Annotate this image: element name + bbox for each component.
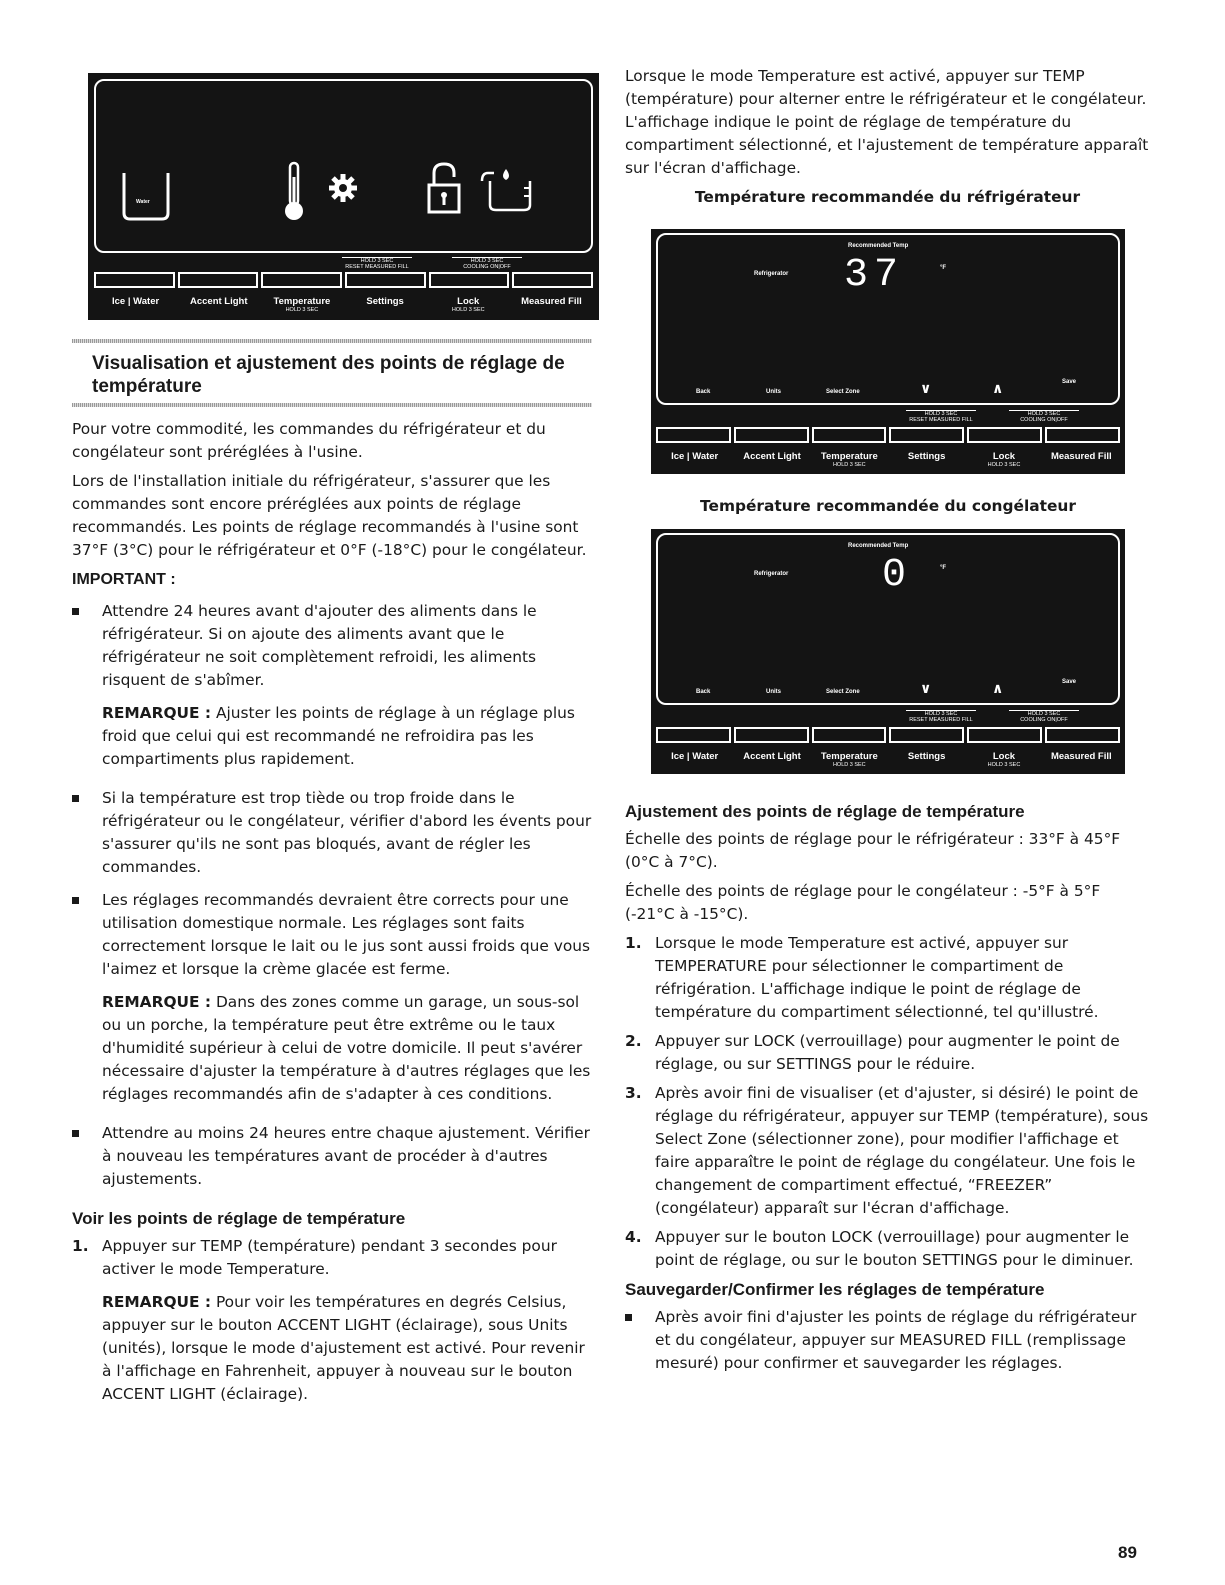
freezer-display-panel	[651, 529, 1125, 774]
select-zone-label[interactable]: Select Zone	[826, 389, 860, 395]
accent-light-label: Accent Light	[189, 296, 248, 307]
freezer-range: Échelle des points de réglage pour le congélateur : -5°F à 5°F (-21°C à -15°C).	[625, 882, 1101, 923]
up-arrow-icon[interactable]: ∧	[992, 381, 1004, 397]
list-item: Après avoir fini d'ajuster les points de réglage du réfrigérateur et du congélateur, appuyer sur MEASURED FILL (remplissage mesuré) pour confirmer et sauvegarder les réglages.	[625, 1306, 1150, 1375]
measured-fill-icon[interactable]	[476, 163, 536, 213]
panel-button-row	[94, 272, 593, 288]
important-list	[72, 600, 592, 1191]
save-heading: Sauvegarder/Confirmer les réglages de température	[625, 1280, 1045, 1299]
list-item: Attendre 24 heures avant d'ajouter des aliments dans le réfrigérateur. Si on ajoute des aliments avant que le réfrigérateur ne soit complètement refroidi, les aliments risquent de s'abîmer. REMARQUE : Ajuster les points de réglage à un réglage plus froid que celui qui est recommandé ne refroidira pas les compartiments plus rapidement.	[72, 600, 592, 771]
unit-label: °F	[940, 565, 947, 571]
ice-water-button[interactable]	[94, 272, 175, 288]
view-setpoints-heading: Voir les points de réglage de température	[72, 1209, 406, 1228]
fridge-caption: Température recommandée du réfrigérateur	[694, 188, 1081, 206]
panel-button-row	[656, 727, 1120, 743]
note: REMARQUE : Dans des zones comme un garage, un sous-sol ou un porche, la température peut être extrême ou le taux d'humidité supérieur à celui de votre domicile. Il peut s'avérer nécessaire d'ajuster la température à d'autres réglages que les réglages recommandés afin de s'adapter à ces conditions.	[102, 993, 591, 1103]
measured-fill-label: Measured Fill	[1050, 751, 1112, 762]
hold-cooling-label: HOLD 3 SEC COOLING ON|OFF	[1009, 410, 1079, 423]
ice-water-label: Ice | Water	[671, 751, 719, 762]
list-item: Les réglages recommandés devraient être corrects pour une utilisation domestique normale. Les réglages sont faits correctement lorsque le lait ou le jus sont aussi froids que vous l'aimez et lorsque la crème glacée est ferme. REMARQUE : Dans des zones comme un garage, un sous-sol ou un porche, la température peut être extrême ou le taux d'humidité supérieur à celui de votre domicile. Il peut s'avérer nécessaire d'ajuster la température à d'autres réglages que les réglages recommandés afin de s'adapter à ces conditions.	[72, 889, 592, 1106]
factory-setpoints-paragraph: Lors de l'installation initiale du réfrigérateur, s'assurer que les commandes sont encore préréglées aux points de réglage recommandés. Les points de réglage recommandés à l'usine sont 37°F (3°C) pour le réfrigérateur et 0°F (-18°C) pour le congélateur.	[72, 472, 587, 559]
accent-light-button[interactable]	[734, 427, 809, 443]
settings-label: Settings	[907, 751, 946, 762]
list-item: 4. Appuyer sur le bouton LOCK (verrouillage) pour augmenter le point de réglage, ou sur le bouton SETTINGS pour le diminuer.	[625, 1228, 1134, 1269]
hold-reset-label: HOLD 3 SEC RESET MEASURED FILL	[342, 257, 412, 270]
units-label[interactable]: Units	[766, 689, 781, 695]
section-rule-bottom	[72, 403, 592, 407]
ice-water-label: Ice | Water	[111, 296, 160, 307]
accent-light-label: Accent Light	[743, 751, 801, 762]
fridge-screen	[656, 233, 1120, 405]
temperature-button[interactable]	[812, 427, 887, 443]
freezer-temp-value: 0	[882, 553, 907, 598]
lock-icon[interactable]	[426, 161, 462, 215]
settings-label: Settings	[366, 296, 404, 307]
temperature-label: Temperature HOLD 3 SEC	[820, 451, 878, 468]
measured-fill-label: Measured Fill	[1050, 451, 1112, 462]
accent-light-label: Accent Light	[743, 451, 801, 462]
freezer-screen	[656, 533, 1120, 705]
hold-reset-label: HOLD 3 SEC RESET MEASURED FILL	[906, 410, 976, 423]
down-arrow-icon[interactable]: ∨	[920, 381, 932, 397]
compartment-label: Refrigerator	[754, 571, 789, 577]
measured-fill-button[interactable]	[1045, 427, 1120, 443]
list-item: 1. Appuyer sur TEMP (température) pendant 3 secondes pour activer le mode Temperature. REMARQUE : Pour voir les températures en degrés Celsius, appuyer sur le bouton ACCENT LIGHT (éclairage), sous Units (unités), lorsque le mode d'ajustement est activé. Pour revenir à l'affichage en Fahrenheit, appuyer à nouveau sur le bouton ACCENT LIGHT (éclairage).	[72, 1235, 592, 1406]
up-arrow-icon[interactable]: ∧	[992, 681, 1004, 697]
lock-button[interactable]	[967, 427, 1042, 443]
settings-button[interactable]	[345, 272, 426, 288]
panel-screen	[94, 79, 593, 253]
intro-paragraph: Pour votre commodité, les commandes du réfrigérateur et du congélateur sont préréglées à l'usine.	[72, 420, 546, 461]
temperature-button[interactable]	[812, 727, 887, 743]
cup-icon[interactable]	[120, 171, 172, 221]
down-arrow-icon[interactable]: ∨	[920, 681, 932, 697]
fridge-temp-value: 37	[844, 253, 905, 298]
section-title: Visualisation et ajustement des points de réglage de température	[92, 353, 565, 397]
recommended-label: Recommended Temp	[848, 543, 909, 549]
right-column	[625, 65, 1150, 208]
accent-light-button[interactable]	[734, 727, 809, 743]
adjust-steps	[625, 932, 1150, 1272]
panel-button-labels	[656, 752, 1120, 768]
panel-button-row	[656, 427, 1120, 443]
measured-fill-button[interactable]	[1045, 727, 1120, 743]
accent-light-button[interactable]	[178, 272, 259, 288]
save-list	[625, 1306, 1150, 1375]
left-column	[72, 418, 592, 1412]
compartment-label: Refrigerator	[754, 271, 789, 277]
select-zone-label[interactable]: Select Zone	[826, 689, 860, 695]
save-label[interactable]: Save	[1062, 679, 1077, 685]
panel-button-labels	[656, 452, 1120, 468]
settings-button[interactable]	[889, 727, 964, 743]
unit-label: °F	[940, 265, 947, 271]
back-label[interactable]: Back	[696, 689, 711, 695]
settings-label: Settings	[907, 451, 946, 462]
important-heading: IMPORTANT :	[72, 571, 176, 588]
units-label[interactable]: Units	[766, 389, 781, 395]
lock-label: Lock HOLD 3 SEC	[987, 451, 1021, 468]
list-item: Si la température est trop tiède ou trop froide dans le réfrigérateur ou le congélateur, vérifier d'abord les évents pour s'assurer qu'ils ne sont pas bloqués, avant de régler les commandes.	[72, 787, 592, 879]
panel-button-labels	[94, 297, 593, 313]
hold-cooling-label: HOLD 3 SEC COOLING ON|OFF	[452, 257, 522, 270]
hold-cooling-label: HOLD 3 SEC COOLING ON|OFF	[1009, 710, 1079, 723]
ice-water-button[interactable]	[656, 727, 731, 743]
settings-button[interactable]	[889, 427, 964, 443]
list-item: Attendre au moins 24 heures entre chaque ajustement. Vérifier à nouveau les températures avant de procéder à d'autres ajustements.	[72, 1122, 592, 1191]
thermometer-icon[interactable]	[282, 161, 306, 223]
lock-label: Lock HOLD 3 SEC	[451, 296, 485, 313]
list-item: 2. Appuyer sur LOCK (verrouillage) pour augmenter le point de réglage, ou sur SETTINGS pour le réduire.	[625, 1032, 1120, 1073]
section-rule-top	[72, 339, 592, 343]
back-label[interactable]: Back	[696, 389, 711, 395]
fridge-display-panel	[651, 229, 1125, 474]
adjust-heading: Ajustement des points de réglage de température	[625, 802, 1025, 821]
lock-button[interactable]	[429, 272, 510, 288]
measured-fill-label: Measured Fill	[521, 296, 582, 307]
water-label: Water	[136, 199, 150, 205]
measured-fill-button[interactable]	[512, 272, 593, 288]
gear-icon[interactable]	[328, 173, 358, 203]
control-panel-main	[88, 73, 599, 320]
list-item: 3. Après avoir fini de visualiser (et d'ajuster, si désiré) le point de réglage du réfrigérateur, appuyer sur TEMP (température), sous Select Zone (sélectionner zone), pour modifier l'affichage et faire apparaître le point de réglage du congélateur. Une fois le changement de compartiment effectué, “FREEZER” (congélateur) apparaît sur l'écran d'affichage.	[625, 1084, 1149, 1217]
temp-mode-paragraph: Lorsque le mode Temperature est activé, appuyer sur TEMP (température) pour alterner entre le réfrigérateur et le congélateur. L'affichage indique le point de réglage de température du compartiment sélectionné, et l'ajustement de température apparaît sur l'écran d'affichage.	[625, 67, 1149, 177]
temperature-button[interactable]	[261, 272, 342, 288]
fridge-range: Échelle des points de réglage pour le réfrigérateur : 33°F à 45°F (0°C à 7°C).	[625, 830, 1121, 871]
freezer-caption: Température recommandée du congélateur	[700, 497, 1076, 515]
temperature-label: Temperature HOLD 3 SEC	[273, 296, 331, 313]
save-label[interactable]: Save	[1062, 379, 1077, 385]
adjust-section	[625, 800, 1150, 1385]
page-number: 89	[1118, 1543, 1137, 1562]
temperature-label: Temperature HOLD 3 SEC	[820, 751, 878, 768]
recommended-label: Recommended Temp	[848, 243, 909, 249]
lock-button[interactable]	[967, 727, 1042, 743]
ice-water-button[interactable]	[656, 427, 731, 443]
hold-reset-label: HOLD 3 SEC RESET MEASURED FILL	[906, 710, 976, 723]
view-steps	[72, 1235, 592, 1406]
note: REMARQUE : Pour voir les températures en degrés Celsius, appuyer sur le bouton ACCENT LIGHT (éclairage), sous Units (unités), lorsque le mode d'ajustement est activé. Pour revenir à l'affichage en Fahrenheit, appuyer à nouveau sur le bouton ACCENT LIGHT (éclairage).	[102, 1293, 585, 1403]
ice-water-label: Ice | Water	[671, 451, 719, 462]
note: REMARQUE : Ajuster les points de réglage à un réglage plus froid que celui qui est recommandé ne refroidira pas les compartiments plus rapidement.	[102, 704, 575, 768]
lock-label: Lock HOLD 3 SEC	[987, 751, 1021, 768]
list-item: 1. Lorsque le mode Temperature est activé, appuyer sur TEMPERATURE pour sélectionner le compartiment de réfrigération. L'affichage indique le point de réglage de température du compartiment sélectionné, tel qu'illustré.	[625, 934, 1099, 1021]
